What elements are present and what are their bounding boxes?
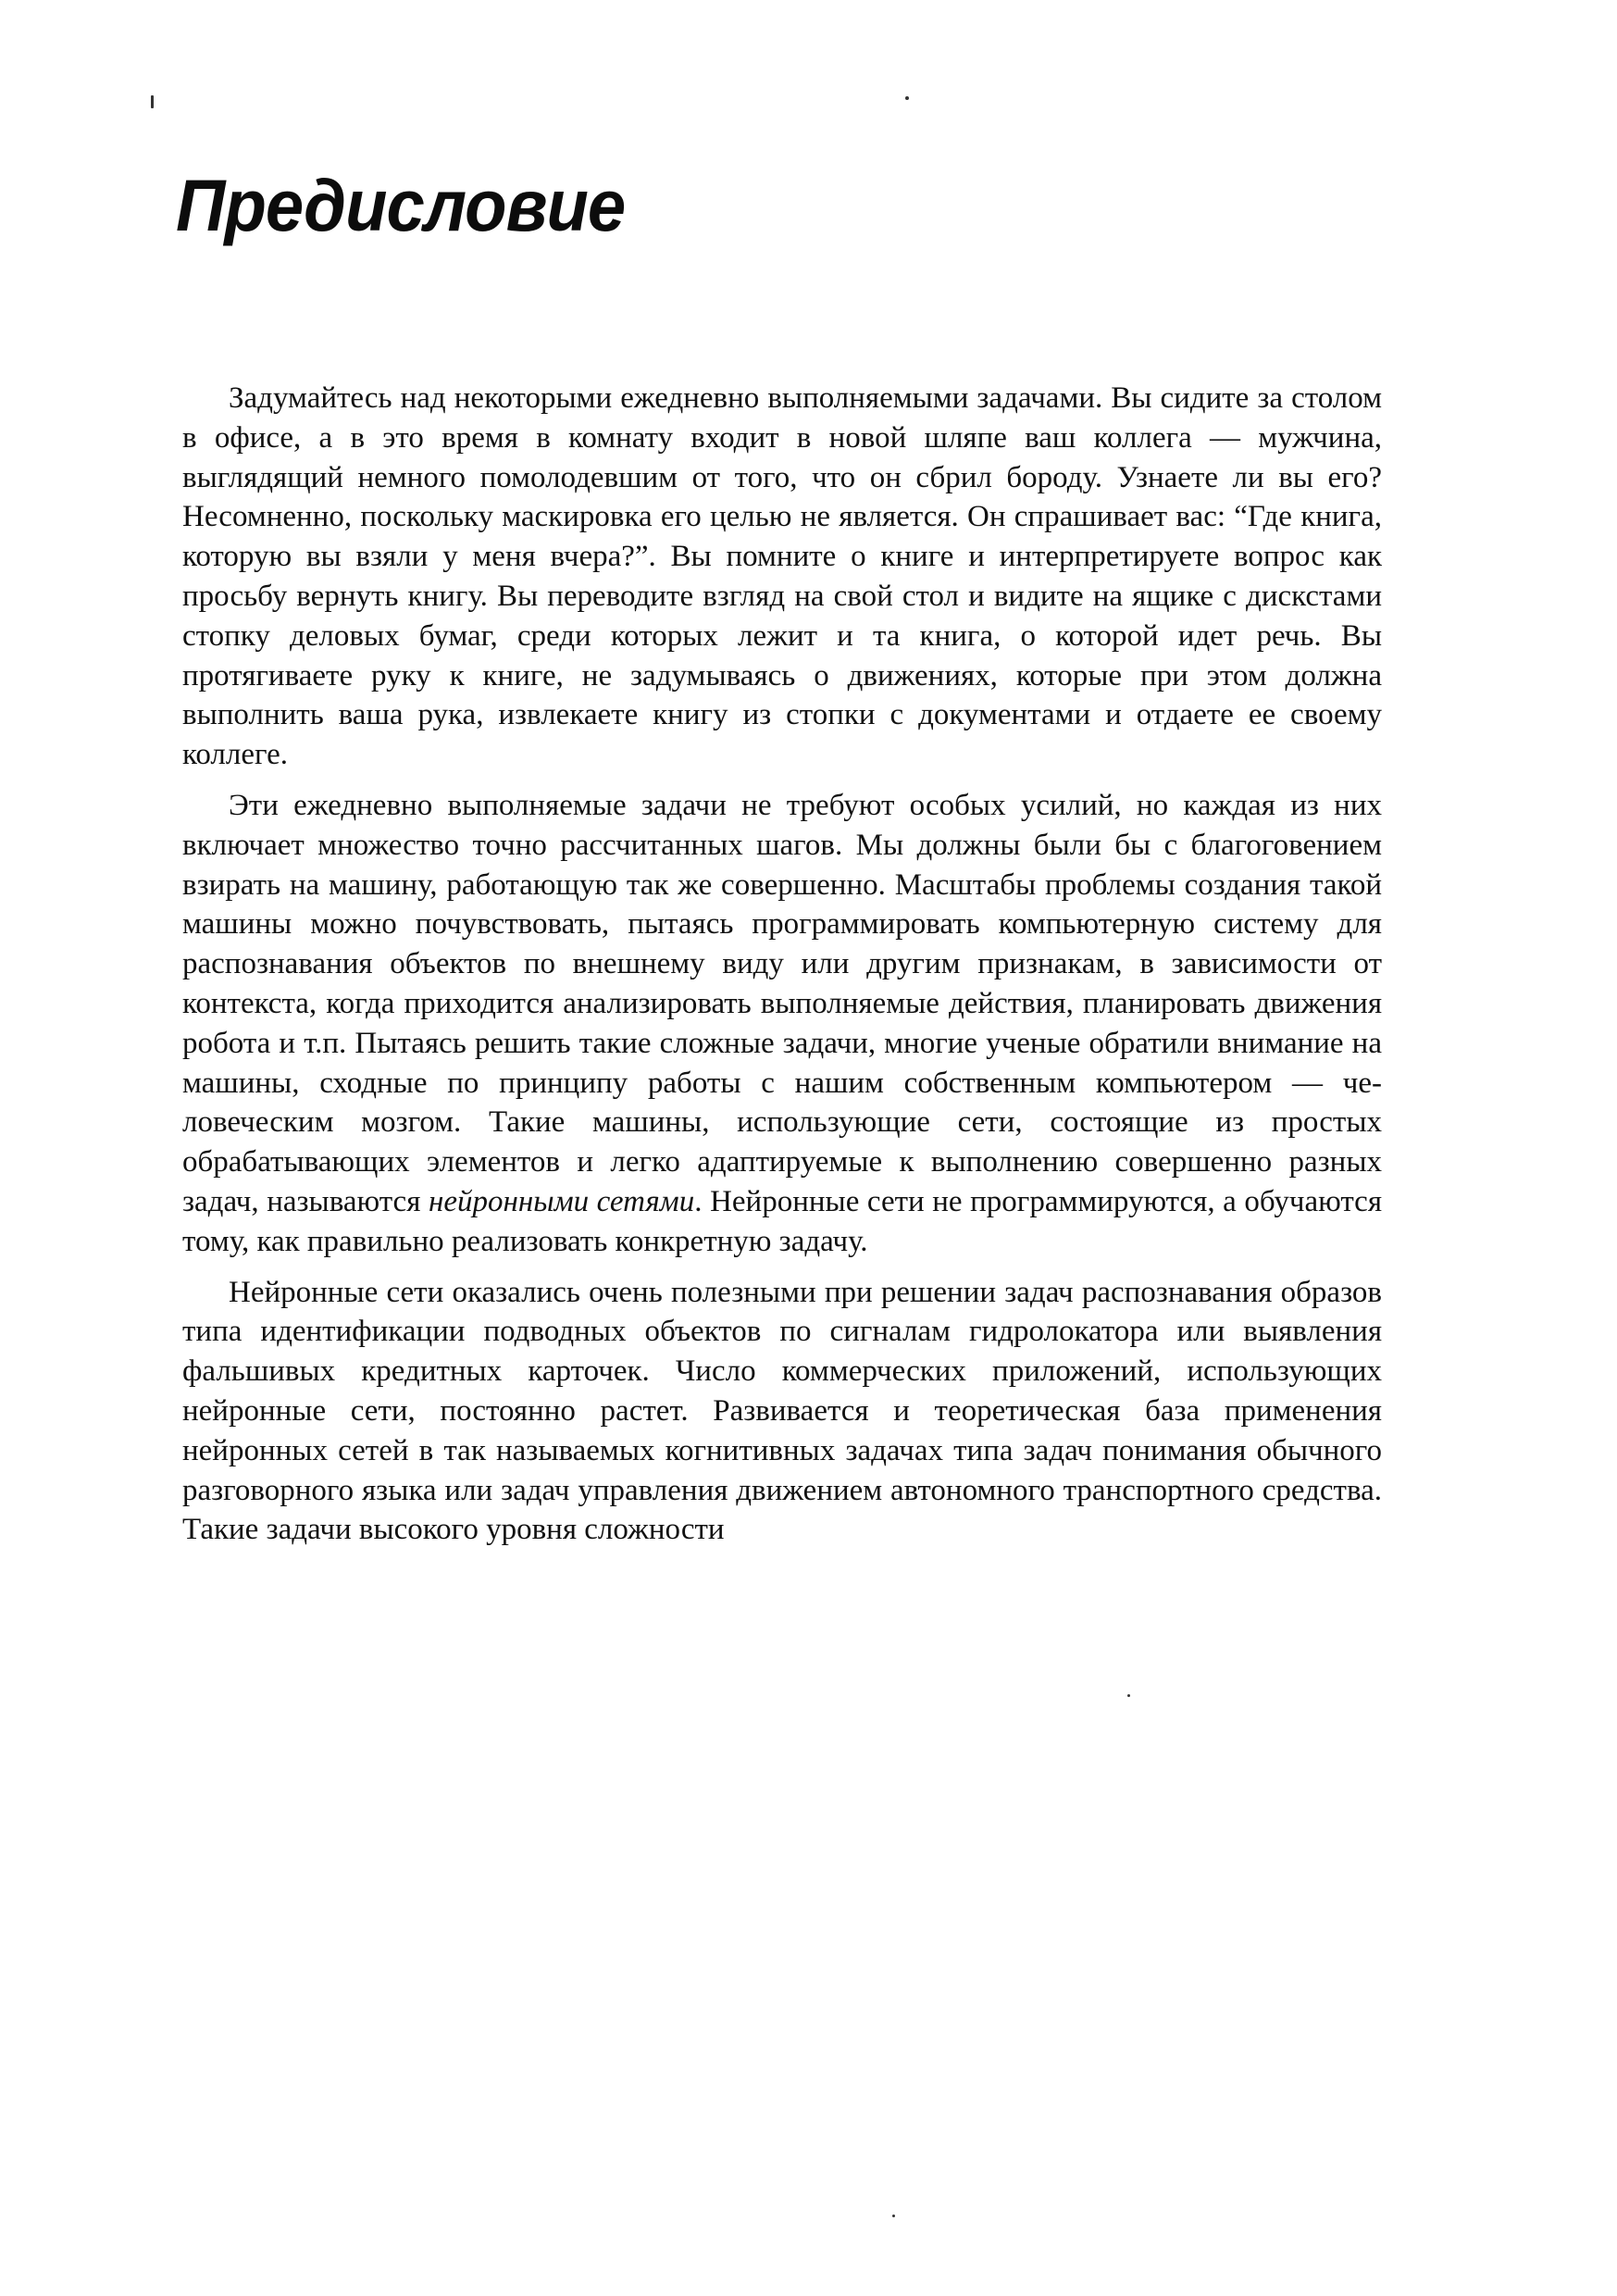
- scan-speck: [1127, 1694, 1130, 1697]
- paragraph-3: Нейронные сети оказались очень полезными при решении задач распознавания образов типа идентификации подводных объектов по сигналам гидролокатора или выявления фальшивых кредитных карточек. Число коммерческих приложений, использующих нейронные сети, постоянно растет. Развивается и теоретическая база применения нейронных сетей в так называемых когнитивных задачах типа задач понимания обычного разговорного языка или задач управления движением автономного транспортного средства. Такие задачи высокого уровня сложности: [182, 1275, 1382, 1547]
- chapter-title: Предисловие: [176, 164, 626, 246]
- scan-speck: [892, 2215, 895, 2217]
- paragraph-2-start: Эти ежедневно выполняемые задачи не требуют особых усилий, но каждая из них включает множество точно рассчитанных шагов. Мы должны были бы с благоговением взирать на машину, работающую так же совершенно. Масштабы проблемы создания такой машины можно почувствовать, пытаясь программировать компьютерную систему для распознавания объектов по внешнему виду или другим признакам, в зависимости от контекста, когда приходится анализировать выполняемые действия, планировать движения робота и т.п. Пытаясь решить такие сложные задачи, многие ученые обратили внимание на машины, сходные по принципу работы с нашим собственным компьютером — человеческим мозгом. Такие машины, использующие сети, состоящие из простых обрабатывающих элементов и легко адаптируемые к выполнению совершенно разных задач, называются: [182, 788, 1382, 1218]
- emphasized-term: нейронными сетями: [428, 1184, 695, 1218]
- paragraph-2-end: . Нейронные сети не программируются, а обучаются тому, как правильно реализовать конкретную задачу.: [182, 1184, 1382, 1258]
- paragraph-2: [182, 786, 1382, 1262]
- paragraph-1: Задумайтесь над некоторыми ежедневно выполняемыми задачами. Вы сидите за столом в офисе, а в это время в комнату входит в новой шляпе ваш коллега — мужчина, выглядящий немного помолодевшим от того, что он сбрил бороду. Узнаете ли вы его? Несомненно, поскольку маскировка его целью не является. Он спрашивает вас: “Где книга, которую вы взяли у меня вчера?”. Вы помните о книге и интерпретируете вопрос как просьбу вернуть книгу. Вы переводите взгляд на свой стол и видите на ящике с дискстами стопку деловых бумаг, среди которых лежит и та книга, о которой идет речь. Вы протягиваете руку к книге, не задумываясь о движениях, которые при этом должна выполнить ваша рука, извлекаете книгу из стопки с документами и отдаете ее своему коллеге.: [182, 381, 1382, 772]
- scan-speck: [151, 95, 154, 108]
- body-text: [182, 379, 1382, 1561]
- scan-speck: [905, 96, 909, 100]
